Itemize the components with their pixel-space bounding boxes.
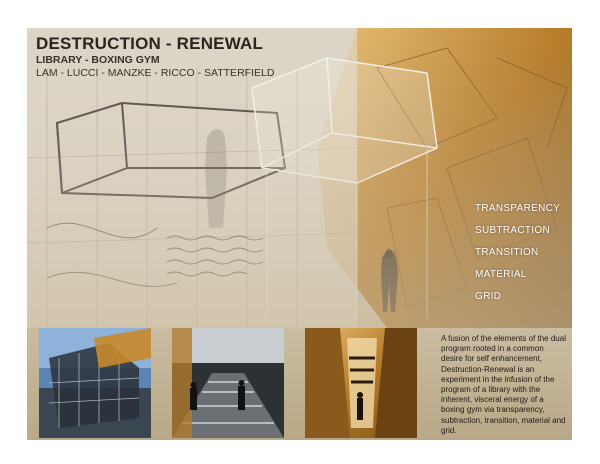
page-title: DESTRUCTION - RENEWAL [36, 34, 264, 53]
project-description: A fusion of the elements of the dual program rooted in a common desire for self enhancement, Destruction-Renewal is an experiment in the infusion of the program of a library with the inherent, visceral energy of a boxing gym via transparency, subtraction, transition, material and grid. [441, 334, 566, 435]
theme-item-subtraction: SUBTRACTION [475, 225, 550, 236]
exterior-render-image [39, 328, 151, 438]
page-subtitle: LIBRARY - BOXING GYM [36, 54, 160, 66]
theme-item-transparency: TRANSPARENCY [475, 203, 561, 214]
theme-item-transition: TRANSITION [475, 247, 539, 258]
theme-list [475, 198, 560, 308]
authors-line: LAM - LUCCI - MANZKE - RICCO - SATTERFIELD [36, 67, 275, 79]
theme-item-grid: GRID [475, 291, 502, 302]
header-block [36, 34, 274, 79]
interior-corridor-render-image [172, 328, 284, 438]
poster-board [27, 28, 572, 440]
amber-interior-render-image [305, 328, 417, 438]
theme-item-material: MATERIAL [475, 269, 527, 280]
